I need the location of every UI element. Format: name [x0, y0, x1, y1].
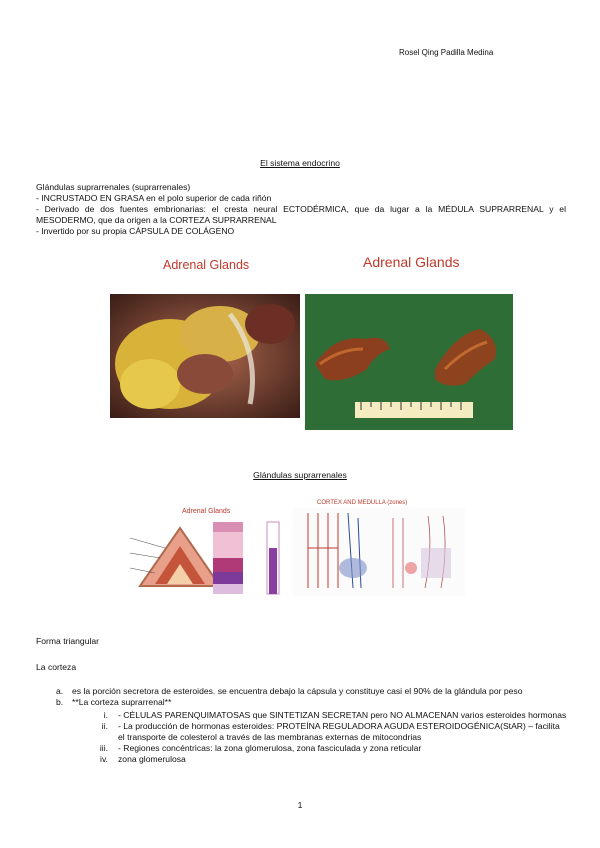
page-number: 1: [297, 800, 303, 810]
section-title-glandulas: Glándulas suprarrenales: [253, 470, 347, 480]
section-heading: Glándulas suprarrenales (suprarrenales): [36, 182, 191, 192]
figure-adrenal-photos: [108, 254, 518, 434]
list-item: [56, 686, 566, 697]
list-item-text: - CÉLULAS PARENQUIMATOSAS que SINTETIZAN SECRETAN pero NO ALMACENAN varios esteroides hormonas: [118, 710, 567, 720]
adrenal-surgical-photo: [110, 294, 300, 418]
figure1-right-title: Adrenal Glands: [363, 254, 460, 270]
list-marker: i.: [103, 710, 108, 720]
list-marker: a.: [56, 686, 64, 696]
list-marker: iv.: [100, 754, 108, 764]
figure2-left-title: Adrenal Glands: [182, 508, 231, 515]
list-item: [80, 710, 568, 721]
list-item-text: - La producción de hormonas esteroides: PROTEÍNA REGULADORA AGUDA ESTEROIDOGÉNICA(StAR) – facilita el transporte de colesterol a través de las membranas externas de mitocondrias: [118, 721, 560, 742]
list-item-text: es la porción secretora de esteroides. se encuentra debajo la cápsula y constituye casi el 90% de la glándula por peso: [72, 686, 523, 696]
intro-line-2: - Derivado de dos fuentes embrionarias: el cresta neural ECTODÉRMICA, que da lugar a la MÉDULA SUPRARRENAL y el MESODERMO, que da origen a la CORTEZA SUPRARRENAL: [36, 204, 566, 225]
figure-adrenal-diagrams: [125, 500, 465, 595]
figure1-left-title: Adrenal Glands: [163, 258, 250, 272]
list-item-text: **La corteza suprarrenal**: [72, 697, 172, 707]
intro-line-1: - INCRUSTADO EN GRASA en el polo superior de cada riñón: [36, 193, 272, 203]
forma-triangular: Forma triangular: [36, 636, 100, 646]
section-adrenal-intro: [36, 182, 566, 237]
la-corteza: La corteza: [36, 662, 77, 672]
adrenal-dissected-photo: [305, 294, 513, 430]
list-main: [56, 686, 566, 708]
page-title: El sistema endocrino: [260, 158, 340, 168]
list-item: [80, 754, 568, 765]
adrenal-zones-diagram: [125, 518, 285, 596]
list-item: [80, 743, 568, 754]
list-item-text: - Regiones concéntricas: la zona glomerulosa, zona fasciculada y zona reticular: [118, 743, 422, 753]
adrenal-vascular-diagram: [293, 508, 465, 596]
list-item: [56, 697, 566, 708]
list-item-text: zona glomerulosa: [118, 754, 186, 764]
list-marker: b.: [56, 697, 64, 707]
list-item: [80, 721, 568, 743]
list-marker: ii.: [101, 721, 108, 731]
figure2-right-title: CORTEX AND MEDULLA (zones): [317, 500, 408, 506]
list-marker: iii.: [99, 743, 108, 753]
intro-line-3: - Invertido por su propia CÁPSULA DE COLÁGENO: [36, 226, 235, 236]
list-sub: [80, 710, 568, 765]
author-name: Rosel Qing Padilla Medina: [399, 48, 494, 57]
